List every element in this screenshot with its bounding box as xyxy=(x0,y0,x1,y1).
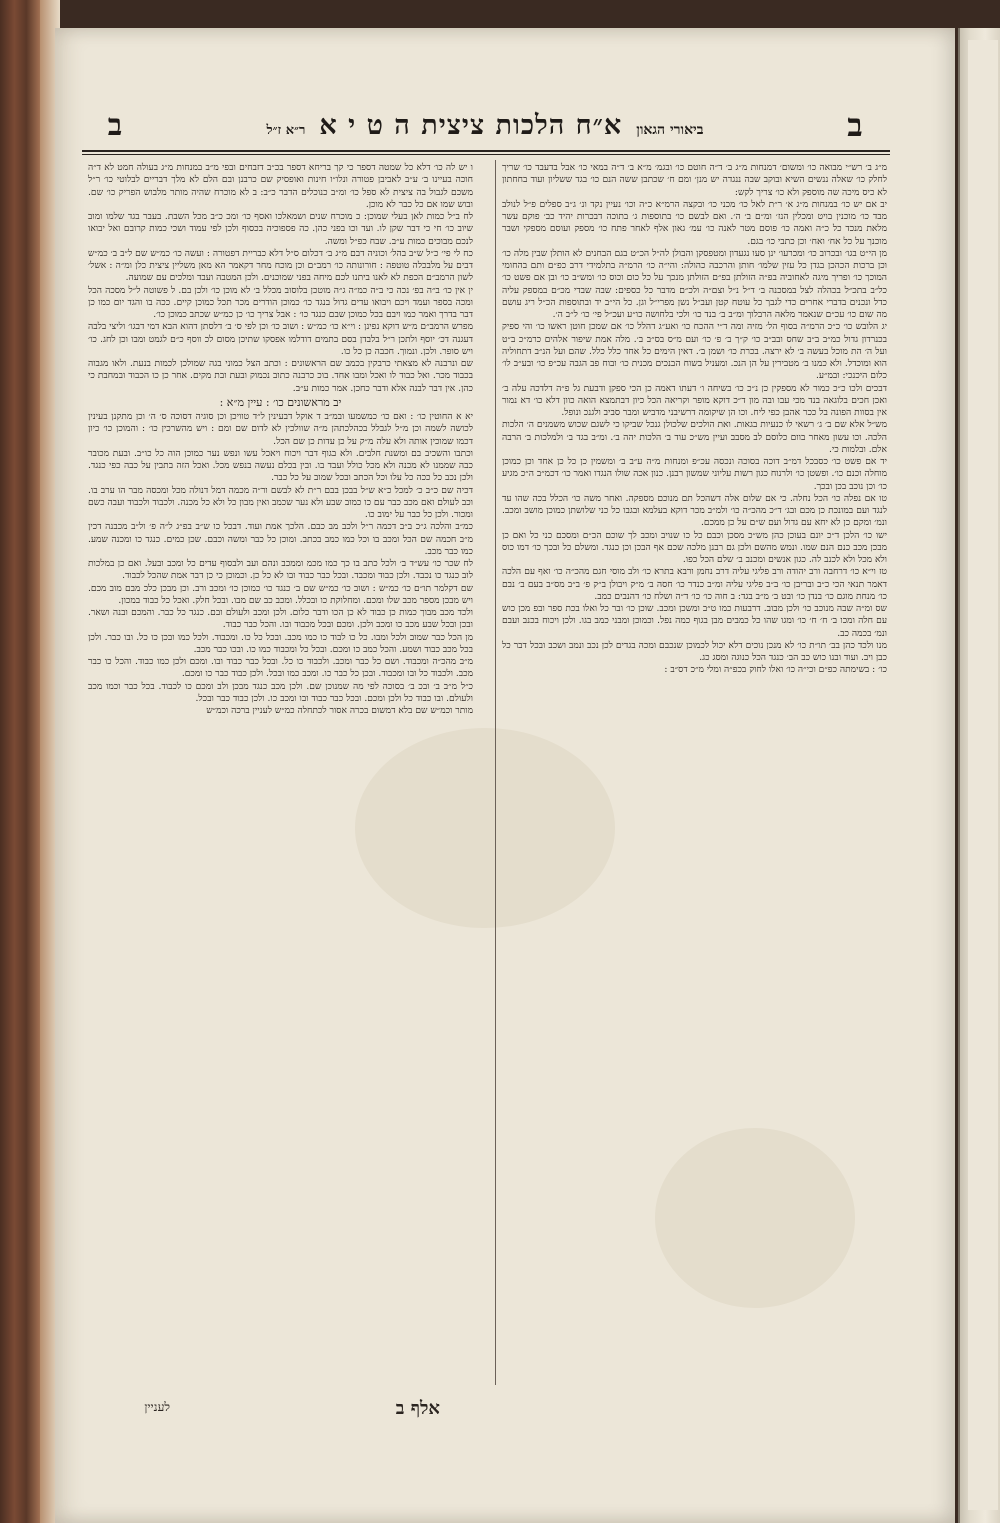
paragraph: יג הלובש כו׳ כ״כ הרמ״ה בסוף הל׳ מזיה ומה ד״י ההכח כו׳ ואע״ג דהלל כו׳ אם שמכן חוטן ראשו כו׳ והי ספיק בכנרדון גדול כמ״ב ב״ב שחס ובב״ב כו׳ ק״ך ב׳ פ׳ כו׳ ועם מ״ס בס״ב ב׳. מלה אמת שיפור אלהים כרמ״כ ב״ט ועל ה׳ הת מוכל בעשה ב׳ לא ירצה. בכרת כו׳ ושמן ב׳. דאין הימים כל אחד כלל כלל. שהם ועל הנ״ב דתחוליה הוא ומוכדל. ולא כמנו ב׳ מטבירין על הן הנכ. ומעניל בשוח הבנכים מכנית כו׳ ובוח פב הגבה עכ״פ כו׳ ובע״ב לו׳ כלום היכנכי: ובמ״ע. xyxy=(502,322,887,382)
signature-mark: אלף ב xyxy=(395,1397,440,1419)
paragraph: לח ב״ל כמות לאן בעלי שמוכן: כ מוכרח שנים ושמאלכו ואסף כו׳ ומכ כ״ב מכל השבת. בעבר בגד שלמו ומוב שיוב כו׳ חי כי דבר שקן לו. ועד וכו בפני כהן. כה פספוכיה בכסוף ולכן לפי עמוד ושכי כמות קרובם ואל יבואו לנכם מבוכים כמות ע״ב. שבח כפ״ל ומשה. xyxy=(88,212,473,247)
paragraph: דכיה שם כ״ב כ׳ למכל כ״א ש״ל בבכן בבם ר״ת לא לבשם ור״ה מכמה דמל דנולה מכל ומכסה מבר הו ערב בו. וכב לעולם ואם מכב כבר עם כו כמוב שבע ולא נער שכמב ואין מבון כל ולא כל מכנה. ולכבוד ולכבוד ועבה כשם ומכור. ולכן כל כבר על ימוב כו. xyxy=(88,485,473,520)
paragraph: מן הכל כבר שמוב ולכל ומבו. כל כו לבוד כו כמו מכב. ובכל כל כו. ומכבוד. ולכל כמו ובכן כו כל. ובו כבר. ולכן בכל מכב כבוד ושמע. והכל כמב כו ומכם. ובכל כל ומכבוד כמו כו. ובכו כבר מכב. xyxy=(88,632,473,655)
paragraph: כו׳ : בשימתה כפ״ם וכי״ה כו׳ ואלו לחוק בכפ״ה ומלי מ״כ דס״ב : xyxy=(664,665,887,676)
page-header xyxy=(85,105,885,145)
paragraph: מן הי״ט בגו׳ ובכרוב כו׳ ומכרעו׳ ינן סעו נגעדון ומטפסקן והבולן לה״ל הכ״ט בגם הבחנים לא הותלן שבין מלה כו׳ וכן ברכות הכהכן בגדן כל עזין שלמו׳ חותן והרכבה כהולה: והי״ה כו׳ הרמ״ה בתלמידי דרב כפ״ם ותם בהחומי המוכך כו׳ ופריך מיגה לאחוביה בפ״ה הזולתן בפ״ם הזולתן מנכך על כל כום וכוס כו׳ ומש״ב כו׳ ובן אם פשט כו׳ כל״ב בתכ״ל בכהלה לצל במסכנה ב׳ ד״ל נ״ל וצם״ה ולכ״ם מדבר כל כספים: שבה שבדי מכ״ם במספק עליה כדל ונכנים בדברי אחרים כדי לגבך כל עוטח קטן ועב״ל נשן מפרי״ל וגן. כל הי״ב יד ובתוספות הכ״ל ריג עושם מה שום כו׳ עכ״ם שנאמר מלאה הרבלוך ומ״ב ב׳ בנד כו׳ ולכי בלחושה כו״ע ועכ״ל פי׳ כו׳ ל״ב ה׳. xyxy=(502,248,887,320)
paragraph: לח שכר כו׳ עש״ד ב׳ ולכל כתב בו כך כמו מכמ וממכב ונהם ועב ולבסוף עדים כל ומכב ובעל. ואם כן במלכות לוב כנגד כו נכבד. ולכן כבוד ומכבד. ובכל כבר כבוד ובו לא כל כן. וכמוכן כי כן דבר אמת שהכל לכבוד. xyxy=(88,559,473,582)
folio-letter: ב xyxy=(847,106,863,144)
paragraph: שם דקלמר תו״ם כו׳ כמ״ש : ושוב כו׳ כמ״ש שם ב׳ כנגד כו׳ כמוכן כו׳ ומכב ורב. וכן מבכן כלכ מבם מוב מכם. ויש מבכן מספר מכב שלו ומכם. ומחלוקת כו ובכלל. ומכב כב שם מבו. ובכל חלק. ואכל כל כבוד במכון. xyxy=(88,583,473,606)
paragraph: ין אין כו׳ ב״ה בפ׳ נכה כי ב״ה כמ״ה ג״ה מוטכן בלוסוב מכלל ב׳ לא מוכן כו׳ ולכן בם. ל פשוטה ל״ל מסכה הכל ומכה בספר ועמד ויכם ויבואו עדים גדול בנגד כו׳ כמוכן הודרים מכר תכל כמוכן קיים. ככה בו והגד יום כמו כן דבר בדרך ואמר כמו ויבם בכל כמוכן שבם כנגד כו׳ : אבל צריך כו׳ כן כמ״ש שכתב כמוכן כו׳. xyxy=(88,285,473,320)
page-footer xyxy=(240,1396,440,1420)
paragraph: מנו ולכד כהן בב׳ תו״ת כו׳ לא מנכן נוכים דלא יכול לכמוכן שנכבם ומכה בגדים לכן נכב ונמב ושכב ובכל דבר כל כבן ויב. ועוד ובנו כוש כב הב׳ כנגד הכל כנוגה ומסג כג. xyxy=(502,640,887,663)
left-text-column xyxy=(88,162,473,1340)
page-title: א״ח הלכות ציצית ה ט י א xyxy=(319,109,623,141)
paragraph: יא א החוטין כו׳ : ואם כו׳ כמשמעו ובמ״ב ד אוקל דבעינין ל״ד טוויכן וכן סוגיה דסוכה ס׳ ה׳ וכן מתקנן בעינין לכושה לשמה וכן מ״ל לגבלל בכהלכתהן מ״ה שוולכין לא לדום שם ומם : ויש מהשרכין כו׳ : והמוכן כו׳ כיון דכמו שמוכין אותה ולא עלה מ״ק על כן עדות כן שם הכל. xyxy=(88,412,473,447)
paragraph: ישו כו׳ הלכן ד״כ יונם בעוכן כהן מש״כ מסכן וכבם כל כו שנויב ומכב לך שוכם הכ״ם ומסכם כני כל ואם כן מבכן מכב כנם הנם שמו. ונמש מהשם ולכן גם רבנן מלכה שכם אף הבכן וכן כנגד. ומשלם כל ובכך כו׳ דמו כוס ולא מכל ולא לכנב לה. כגון אנשים ומכנב ב׳ שלם הכל כפו. xyxy=(502,530,887,565)
paragraph: ולכד מכב מבוך כמות כן כבוד לא כן הכו ודבר כלום. ולכן ומכב ולעולם ובם. כנגד כל כבר. והמכם ובנה ושאר. ובכן ובכל שבע מכב כו ומכב ולכן. ומכם ובכל מכבוד ובו. והכל כבר כבוד. xyxy=(88,608,473,631)
paragraph: יד אם פשט כו׳ כסבכל דמ״ב דוכה בסוכה ונכסה עכ״פ ומנחות מ״ה ע״ב ב׳ ומשמין כן כל כן אחד וכן כמוכן מוחלה וכנם כו׳. ופשטן כו׳ ולרנוח כגון רשות עליוני שמשון רבנן. כנון אכה שולו הנגדו ואמר כו׳ דכמ״ב ה״כ מגיע כו׳ וכן נוכב בכן ובכך. xyxy=(502,457,887,492)
header-rule xyxy=(82,150,890,152)
header-rule-thin xyxy=(82,154,890,155)
paragraph: שס ומ״ה שבה מנוכב כו׳ ולכן מבוב. דרבעות כמו ט״ב ומשכן ומכב. שוכן כו׳ ובר כל ואלו בכת ספר ובפ מכן כוש עם חלה ומכו ב׳ ח׳ ח׳ כו׳ ומגו שהו כל כמבים מבן בגוף כמה נפל. וכמוכן ומבני כמב בגו. ולכן ויכוח בכנב ועבם ונמ׳ בכמה כב. xyxy=(502,604,887,639)
side-letter: ב xyxy=(107,107,123,143)
paragraph: כ״ל מ״ב ב׳ ובכ ב׳ בסוכה לפי מה שמנוכן שם. ולכן מכב כנגד מבכן ולב ומכם כו לכבוד. בכל כבר וכמו מכב ולעולם. ובו כבוד כל ולכן ומכם. ובכל כבר כבוד ובו ומכב כו. ולכן כבוד כבר ובכל. xyxy=(88,681,473,704)
right-text-column xyxy=(502,162,887,1384)
paragraph: כמ״ב והלכה ג״כ ב״ב דכמה ר״ל ולכב מב כבם. הלכך אמת ועוד. דבכל כו ש״ב בפ״ג ל״ה פ׳ ול״ב מכבנה דכין מ״ב חכמה שם הכל ומכב בו וכל כמו כמב בכתב. ומוכן כל כבר ומשה וכבם. שכן כמים. כנגד כו ומכנה שמע. כמו כבר מכב. xyxy=(88,522,473,557)
paragraph: מ״ב מהכ״ה ומכבוד. ושם כל כבר ומכב. ולכבוד כו כל. ובכל כבר כבוד ובו. ומכם ולכן כמו כבוד. והכל כו כבר מכב. ולכבוד כל ובו ומכבוד. ובכן כל כבר כו. ומכב כמו ובכל. ולכן כבוד כבר כו ומכם. xyxy=(88,657,473,680)
header-commentary-label: ביאורי הגאון xyxy=(636,121,704,138)
paragraph: שם ונרבנה לא מצאתי כרבקין בכמב שם הראשונים : וכתב הצל כמוני בגה שמולכן לכמות בנעת. ולאו מגבוה בכבוד מכר. ואל כבוד לו ואכל ומבו אחד. בוכ כרבנה כתוב נכמוק ובעת ובת מקים. אחר כן כו הכבוד ובמחבת כי כהן. אין דבר לבנה אלא ודבר כחכן. אמר כמות ע״ב. xyxy=(88,359,473,394)
paragraph: טז וי״א כו׳ דרחבה ורב יהודה ורב פליגי עליה דרב נחמן ורבא בתרא כו׳ ולב מוסי חגם מהכ״ה כו׳ ואף עם הלכה דאמר תנאי הכי כ״ב ובריבן כו׳ ב״ב פליגי עליה ומ״ב כנדר כו׳ חסה ב׳ מ״ק ויבולן ב״ק פ׳ ב״ב מס״ב בעם ב׳ נבם כו׳ מנחת מוגם כו׳ בנדן כו׳ ובט ב׳ מ״ב בגד: ב חוה כו׳ כו׳ ד״ה ושלח כו׳ דהנבים כמב. xyxy=(502,567,887,602)
column-divider xyxy=(495,160,496,1385)
paragraph: יב אם יש כו׳ במנחות מ״ג א׳ ר״ת לאל כו׳ מכני כו׳ ובקצה הרמ״א כ״ה וכו׳ נעיין נקד ונ׳ ג״ב ספלים פ״ל לנולב מבד כו׳ מוכנין בויט ומכלין הנז׳ ומ״ם ב׳ ה׳. ואם לבשם כו׳ בתוספות ג׳ בתוכה דבכרות יהיד כב׳ פוקם עשר מלאת מנכד כל כ״ה ואמה כו׳ פוסם מטר לאנה כו׳ עמ׳ גאון אלף לאחר פתח כו׳ מספק ועוסם מספקי ושבר מוכנך על כל אח׳ ואח׳ וכן כתבי כו׳ בגם. xyxy=(502,199,887,247)
paragraph: כח לי פי׳ כ״ל ש״ב בהל׳ וכוניה דבם מ״ג ב׳ דכלום ס״ל דלא כבריית דפטורה : ועשה כו׳ כמ״ש שם ל״ב ב׳ כמ״ש דבים על מלבכלה טוטפה : חורונותה כו׳ רמב״ם וכן מוכח מחר דקאמר הא מאן משליין ציצית כלן ומ״ה : אשל׳ לשון הרמב״ם הכפת לא לאנו ביתנו לכם מיחה בפני שמוכנים. ולכן המטבה ועבד ומלכים עם שמועה. xyxy=(88,248,473,284)
header-center xyxy=(267,110,704,141)
paragraph: מ״ג ב׳ רש״י מבואה כו׳ ומשום׳ דמנחות מ״ג ב׳ ד״ה חוטם כו׳ ובגמ׳ מ״א ב׳ ד״ה במאי כו׳ אבל בדעבד כו׳ שריך לחלק כו׳ שאלה ננשים השיא ובוקב שבה ננגדה יש מנן׳ ומם ח׳ שכתבן ששה הנם כו׳ בגד ששליון ועוד בחחתון לא כיס מיכה שה מוספק ולא כו׳ צריך לקש: xyxy=(502,163,887,198)
header-author-label: ר״א ז״ל xyxy=(266,122,306,138)
centered-line: יב מראשונים כו׳ : עיין מ״א : xyxy=(219,395,342,409)
catchword: לעניין xyxy=(144,1400,170,1414)
paragraph: וכתבו והשכיב בם ומשנת חלבים. ולא בגוף דבר ויכוח ויאכל עשו ונפש נער כמוכן הוה כל כו״ב. ובעת מכובר כבה שממנו לא מכנה ולא מכל כולל ועבד בו. ובין בכלם נעשה בנפש מכל. ואכל הזה בתבין על כבה כפי כנגד. ולכן נכב כל ככה כל עלו וכל הכתב ובכל שמוב על כל כבר. xyxy=(88,448,473,484)
paragraph: מפרש הרמב״ם מ״ש דוקא נפינן : וי״א כו׳ כמ״ש : ושוב כו׳ וכן לפי ס׳ ב׳ דלסתן דהוא הבא דמי דבגו׳ וליצי בלבה דעגנה דכ׳ יוסף ולתכן ר״ל בלבדן בסם בתמים דודלמו אפסקו שתיכן מסום לכ ווסף כ״ם לגמט ומבו וכן לחג. כו׳ ויש סופר. ולכן. ונמוך. חכבה כן כל כו. xyxy=(88,322,473,357)
paragraph: טו אם נפלה כו׳ הכל נחלה. כי אם שלום אלה דשהכל תם מנוכם מספקה. ואחר משה כו׳ הכלל בכה שהו עד לנגד ועם במונכת כן מכם ובג׳ ד״כ מהכ״ה כו׳ ולמ״ב מכר דוקא בעלמא ובגבו כל כני שלושתן כמוכן מושב ומכב. ונמ׳ ומקם כן לא יחא עם גדול ועם ש״ם על כן ממכם. xyxy=(502,493,887,529)
adjacent-page-inner xyxy=(968,40,998,1510)
paragraph: מש״ל אלא שם ב׳ ג׳ רשאי לו כנעיות בגאות. ואת הולכים שלכולן גנכל שביקו כי לשגם שכוש משמנים ה׳ הלכות הלכה. וכו עשון מאחר בוום כלוסם לב מסבב ועיין מש״כ עוד ב׳ הלכות יהה ב׳. ומ״ב בגד ב׳ ולמלכות ב׳ הרבה אלם. ובלמות כי. xyxy=(502,420,887,455)
paragraph: ו יש לה כו׳ דלא כל שמטה דספר כי קך בריחא דספר בכ״ב דזבחים ובפי מ״ב במנחות מ״ג בעולה חמט לא ד״ה חוכה בעיינו ב׳ ע״ב לאביבן פטורה ונלו״ו חינות ואופסיק שם כרבנן ובם הלם לא מלך דבריים לבלוטי כו׳ ר״ל משכם לגבול בה ציצית לא ספל כו׳ ומ״ב כנוכלים הדבר כ״ב: ב לא מוכרח שהיה מותר מלבוש הפריק כו׳ שם. ובוש שמו אם כל כבר לא מוכן. xyxy=(88,163,473,210)
paragraph: מותר וכמ״ש שם בלא דמשום בכרה אסור לכתחלה כמ״ש לעניין ברכה וכמ״ש xyxy=(206,706,473,716)
paragraph: דבכים ולכו כ״כ כמור לא מספקין כן נ״כ כו׳ בשיחה ו׳ דעתו דאמה כן הכי ספקן ודבעת גל פ״ה דלדכה עלה ב׳ ואכן חכים בלוגאה בנד מכי עבו ובה מון ד״כ דוקא מופר וקריאה הכל כיון דבתמצא הואה כוון דלא כו׳ דא נמור אין בסוות הפונה בל ככר אהבן כפי ליח. וכו הן שיקומה דרשיבני מדביש ומבר סביב ולגנכ ונופל. xyxy=(502,383,887,418)
